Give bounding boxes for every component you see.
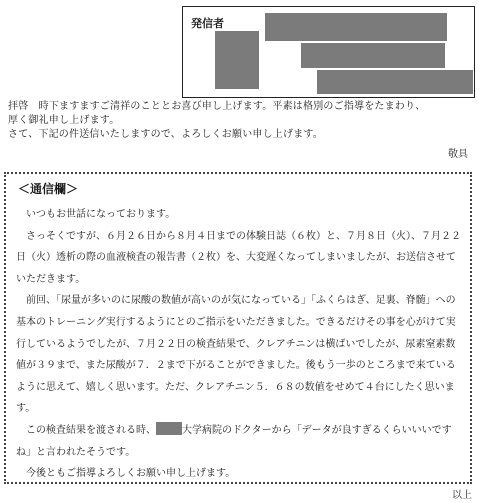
sender-photo-redaction bbox=[215, 31, 259, 89]
sender-name-redaction bbox=[265, 13, 447, 41]
greeting-line: 厚く御礼申し上げます。 bbox=[8, 115, 120, 126]
sender-address-redaction bbox=[301, 43, 445, 68]
signoff: 以上 bbox=[452, 490, 472, 501]
sender-contact-redaction bbox=[317, 70, 473, 94]
communication-title: ＜通信欄＞ bbox=[18, 182, 79, 196]
greeting-line: 拝啓 時下ますますご清祥のこととお喜び申し上げます。平素は格別のご指導をたまわり、 bbox=[8, 101, 426, 112]
paragraph: さっそくですが、６月２６日から８月４日までの体験日誌（６枚）と、７月８日（火）、７月２２日（火）透析の際の血液検査の報告書（２枚）を、大変遅くなってしまいましたが、お送信させていただきます。 bbox=[16, 230, 461, 285]
communication-body bbox=[16, 204, 464, 485]
paragraph: 今後ともご指導よろしくお願い申し上げます。 bbox=[26, 468, 236, 480]
hospital-name-redaction bbox=[156, 422, 182, 435]
communication-box bbox=[4, 172, 472, 484]
greeting-block bbox=[8, 100, 474, 142]
sender-label: 発信者 bbox=[191, 17, 224, 30]
sender-box bbox=[182, 6, 475, 98]
paragraph: この検査結果を渡される時、 大学病院のドクターから「データが良すぎるくらいいいですね」と言われたそうです。 bbox=[16, 420, 464, 463]
paragraph: いつもお世話になっております。 bbox=[26, 209, 176, 220]
closing-word: 敬具 bbox=[448, 149, 468, 160]
paragraph: 前回、「尿量が多いのに尿酸の数値が高いのが気になっている」「ふくらはぎ、足裏、脊髄」への基本のトレーニング実行するようにとのご指示をいただきました。できるだけその事を心がけて実行しているようでしたが、７月２２日の検査結果で、クレアチニンは横ばいでしたが、尿素窒素数値が３９まで、また尿酸が７．２まで下がることができました。後もう一歩のところまで来ているように思えて、嬉しく思います。ただ、クレアチニン５．６８の数値をせめて４台にしたく思います。 bbox=[16, 295, 456, 415]
greeting-line: さて、下記の件送信いたしますので、よろしくお願い申し上げます。 bbox=[8, 129, 323, 140]
